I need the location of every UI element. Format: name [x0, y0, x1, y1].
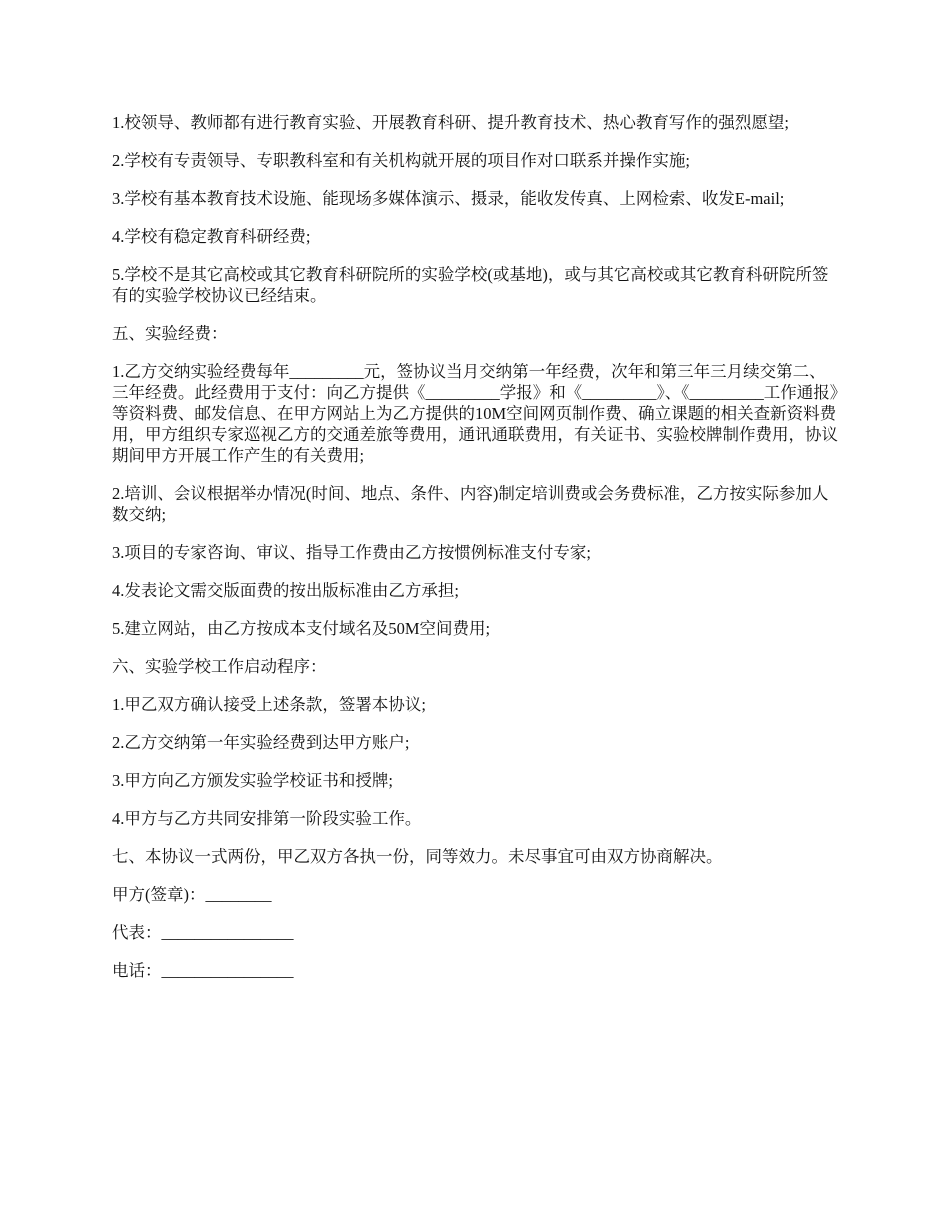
clause-condition-5: 5.学校不是其它高校或其它教育科研院所的实验学校(或基地)，或与其它高校或其它教育科研院所签有的实验学校协议已经结束。	[112, 265, 829, 305]
clause-condition-4: 4.学校有稳定教育科研经费;	[112, 227, 311, 246]
clause-funding-1: 1.乙方交纳实验经费每年_________元，签协议当月交纳第一年经费，次年和第三年三月续交第二、三年经费。此经费用于支付：向乙方提供《_________学报》和《_________》、《_________工作通报》等资料费、邮发信息、在甲方网站上为乙方提供的10M空间网页制作费、确立课题的相关查新资料费用，甲方组织专家巡视乙方的交通差旅等费用，通讯通联费用，有关证书、实验校牌制作费用，协议期间甲方开展工作产生的有关费用;	[112, 362, 838, 465]
section-heading-copies: 七、本协议一式两份，甲乙双方各执一份，同等效力。未尽事宜可由双方协商解决。	[112, 847, 723, 866]
clause-startup-1: 1.甲乙双方确认接受上述条款，签署本协议;	[112, 695, 426, 714]
signature-phone: 电话：________________	[112, 961, 294, 980]
clause-condition-1: 1.校领导、教师都有进行教育实验、开展教育科研、提升教育技术、热心教育写作的强烈愿望;	[112, 113, 789, 132]
signature-party-a: 甲方(签章)：________	[112, 885, 272, 904]
clause-funding-5: 5.建立网站，由乙方按成本支付域名及50M空间费用;	[112, 619, 491, 638]
clause-funding-2: 2.培训、会议根据举办情况(时间、地点、条件、内容)制定培训费或会务费标准，乙方按实际参加人数交纳;	[112, 484, 829, 524]
clause-startup-4: 4.甲方与乙方共同安排第一阶段实验工作。	[112, 809, 422, 828]
section-heading-startup: 六、实验学校工作启动程序：	[112, 657, 327, 676]
clause-startup-2: 2.乙方交纳第一年实验经费到达甲方账户;	[112, 733, 410, 752]
clause-startup-3: 3.甲方向乙方颁发实验学校证书和授牌;	[112, 771, 393, 790]
clause-condition-3: 3.学校有基本教育技术设施、能现场多媒体演示、摄录，能收发传真、上网检索、收发E-mail;	[112, 189, 785, 208]
section-heading-funding: 五、实验经费：	[112, 324, 228, 343]
clause-condition-2: 2.学校有专责领导、专职教科室和有关机构就开展的项目作对口联系并操作实施;	[112, 151, 690, 170]
signature-representative: 代表：________________	[112, 923, 294, 942]
clause-funding-4: 4.发表论文需交版面费的按出版标准由乙方承担;	[112, 581, 459, 600]
clause-funding-3: 3.项目的专家咨询、审议、指导工作费由乙方按惯例标准支付专家;	[112, 543, 591, 562]
